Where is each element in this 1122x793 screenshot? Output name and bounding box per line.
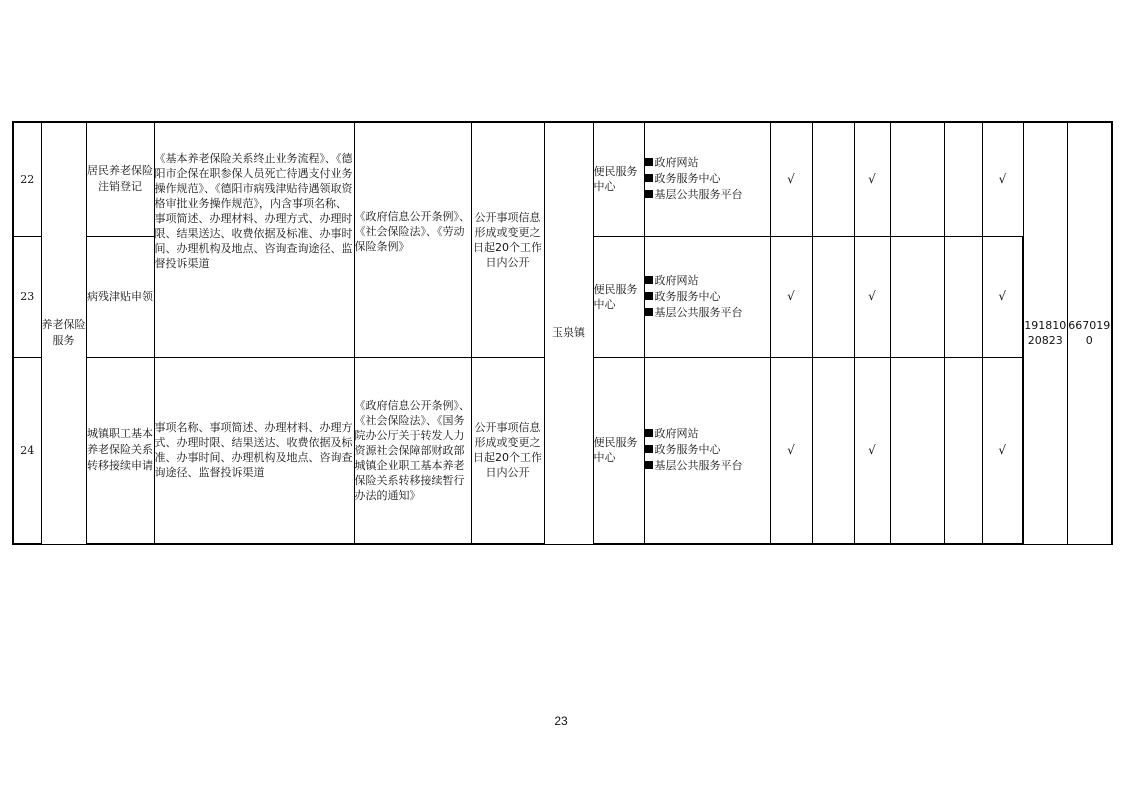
channel-item: 基层公共服务平台 [645, 305, 770, 321]
empty-cell [890, 122, 944, 236]
square-bullet-icon [645, 308, 653, 316]
channel-item: 政务服务中心 [645, 171, 770, 187]
square-bullet-icon [645, 276, 653, 284]
channel-item: 政务服务中心 [645, 289, 770, 305]
empty-cell [944, 236, 982, 357]
square-bullet-icon [645, 292, 653, 300]
basis-cell: 《政府信息公开条例》、《社会保险法》、《劳动保险条例》 [354, 122, 471, 357]
channel-item: 政府网站 [645, 426, 770, 442]
page-number: 23 [554, 714, 568, 728]
empty-cell [890, 236, 944, 357]
content-cell: 《基本养老保险关系终止业务流程》、《德阳市企保在职参保人员死亡待遇支付业务操作规范》、《德阳市病残津贴待遇领取资格审批业务操作规范》，内含事项名称、事项简述、办理材料、办理方式、办理时限、结果送达、收费依据及标准、办事时间、办理机构及地点、咨询查询途径、监督投诉渠道 [154, 122, 354, 357]
square-bullet-icon [645, 174, 653, 182]
content-cell: 事项名称、事项简述、办理材料、办理方式、办理时限、结果送达、收费依据及标准、办事时间、办理机构及地点、咨询查询途径、监督投诉渠道 [154, 357, 354, 544]
channels-cell [644, 236, 770, 357]
empty-cell [944, 122, 982, 236]
square-bullet-icon [645, 190, 653, 198]
table-row [13, 122, 1112, 236]
channel-item: 政府网站 [645, 273, 770, 289]
channel-item: 基层公共服务平台 [645, 458, 770, 474]
channel-item: 政务服务中心 [645, 442, 770, 458]
check-mark-cell: √ [854, 236, 890, 357]
empty-cell [890, 357, 944, 544]
empty-cell [812, 122, 854, 236]
check-mark-cell: √ [770, 236, 812, 357]
time-limit-cell: 公开事项信息形成或变更之日起20个工作日内公开 [471, 357, 544, 544]
phone-cell: 6670190 [1067, 122, 1112, 544]
empty-cell [812, 236, 854, 357]
channels-cell [644, 122, 770, 236]
check-mark-cell: √ [770, 122, 812, 236]
square-bullet-icon [645, 461, 653, 469]
subject-cell: 便民服务中心 [593, 236, 644, 357]
basis-cell: 《政府信息公开条例》、《社会保险法》、《国务院办公厅关于转发人力资源社会保障部财政部城镇企业职工基本养老保险关系转移接续暂行办法的通知》 [354, 357, 471, 544]
row-index: 22 [13, 122, 41, 236]
channel-item: 政府网站 [645, 155, 770, 171]
item-name: 病残津贴申领 [86, 236, 154, 357]
category-cell: 养老保险服务 [41, 122, 86, 544]
row-index: 24 [13, 357, 41, 544]
time-limit-cell: 公开事项信息形成或变更之日起20个工作日内公开 [471, 122, 544, 357]
disclosure-table [12, 121, 1113, 545]
item-name: 居民养老保险注销登记 [86, 122, 154, 236]
row-index: 23 [13, 236, 41, 357]
subject-cell: 便民服务中心 [593, 357, 644, 544]
check-mark-cell: √ [770, 357, 812, 544]
empty-cell [812, 357, 854, 544]
square-bullet-icon [645, 158, 653, 166]
subject-cell: 便民服务中心 [593, 122, 644, 236]
channel-item: 基层公共服务平台 [645, 187, 770, 203]
channels-cell [644, 357, 770, 544]
empty-cell [944, 357, 982, 544]
check-mark-cell: √ [982, 236, 1023, 357]
phone-cell: 19181020823 [1023, 122, 1067, 544]
check-mark-cell: √ [854, 122, 890, 236]
check-mark-cell: √ [982, 122, 1023, 236]
square-bullet-icon [645, 445, 653, 453]
square-bullet-icon [645, 429, 653, 437]
check-mark-cell: √ [982, 357, 1023, 544]
check-mark-cell: √ [854, 357, 890, 544]
item-name: 城镇职工基本养老保险关系转移接续申请 [86, 357, 154, 544]
unit-cell: 玉泉镇 [544, 122, 593, 544]
